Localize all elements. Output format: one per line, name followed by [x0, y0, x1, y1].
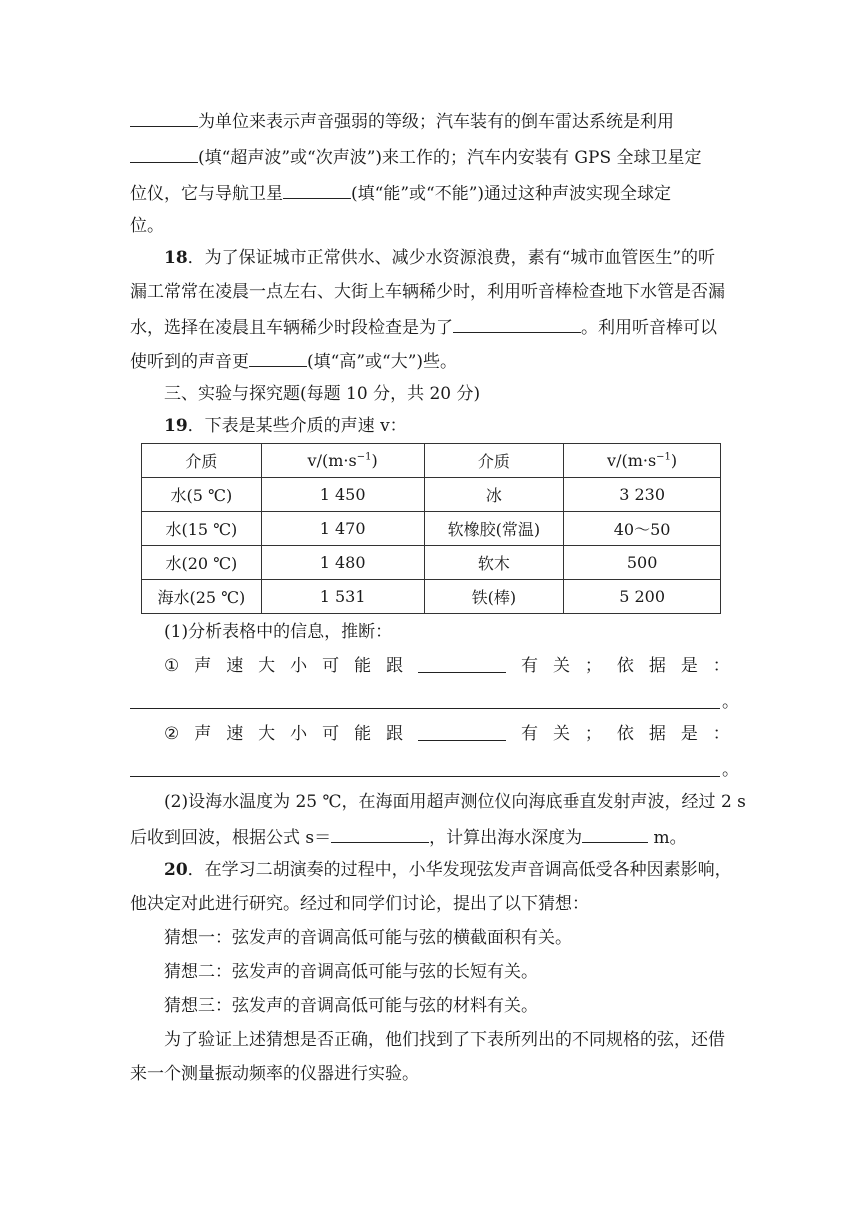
table-cell: 1 470 — [261, 512, 424, 546]
table-header-row — [142, 444, 721, 478]
char: 声 — [194, 724, 212, 744]
q20-guess-3: 猜想三：弦发声的音调高低可能与弦的材料有关。 — [164, 996, 538, 1016]
table-header-cell: 介质 — [142, 444, 262, 478]
question-number: 19 — [164, 416, 188, 436]
char: 是 — [680, 656, 698, 676]
char: 能 — [354, 656, 372, 676]
answer-blank[interactable] — [249, 348, 307, 367]
q18-text-1: ．为了保证城市正常供水、减少水资源浪费，素有“城市血管医生”的听 — [187, 248, 716, 268]
answer-blank[interactable] — [283, 180, 351, 199]
q17-line-4: 位。 — [130, 216, 164, 236]
char: 能 — [354, 724, 372, 744]
char: 据 — [648, 656, 666, 676]
table-header-cell: 介质 — [424, 444, 564, 478]
table-cell: 软橡胶(常温) — [424, 512, 564, 546]
table-cell: 1 531 — [261, 580, 424, 614]
q19-text: ，计算出海水深度为 — [429, 828, 583, 848]
q19-text: 后收到回波，根据公式 s＝ — [130, 828, 332, 848]
q18-line-2: 漏工常常在凌晨一点左右、大街上车辆稀少时，利用听音棒检查地下水管是否漏 — [130, 282, 725, 302]
q20-line-7: 来一个测量振动频率的仪器进行实验。 — [130, 1064, 419, 1084]
char: 声 — [194, 656, 212, 676]
answer-line[interactable] — [130, 776, 720, 777]
question-number: 18 — [164, 248, 188, 268]
q17-text-3b: (填“能”或“不能”)通过这种声波实现全球定 — [351, 184, 672, 204]
char: 有 — [520, 724, 538, 744]
table-cell: 500 — [564, 546, 721, 580]
char: 可 — [322, 724, 340, 744]
q17-text-2: (填“超声波”或“次声波”)来工作的；汽车内安装有 GPS 全球卫星定 — [198, 148, 702, 168]
q17-text-1: 为单位来表示声音强弱的等级；汽车装有的倒车雷达系统是利用 — [198, 112, 674, 132]
table-cell: 1 450 — [261, 478, 424, 512]
table-row — [142, 580, 721, 614]
char: 可 — [322, 656, 340, 676]
circled-number: ① — [164, 656, 180, 676]
char: 依 — [616, 656, 634, 676]
table-row — [142, 512, 721, 546]
table-cell: 冰 — [424, 478, 564, 512]
table-header-cell: $v/(m\cdot s^{-1})$ — [564, 444, 721, 478]
q18-text-3b: 。利用听音棒可以 — [581, 318, 717, 338]
q19-part2-line-1: (2)设海水温度为 25 ℃，在海面用超声测位仪向海底垂直发射声波，经过 2 s — [164, 792, 746, 812]
q18-line-3 — [130, 314, 730, 340]
table-cell: 5 200 — [564, 580, 721, 614]
table-cell: 水(20 ℃) — [142, 546, 262, 580]
answer-blank[interactable] — [453, 314, 581, 333]
q19-text: m。 — [648, 828, 687, 848]
question-number: 20 — [164, 860, 188, 880]
table-cell: 软木 — [424, 546, 564, 580]
char: 小 — [290, 724, 308, 744]
q20-line-2: 他决定对此进行研究。经过和同学们讨论，提出了以下猜想： — [130, 894, 589, 914]
period-mark: 。 — [722, 692, 739, 712]
answer-blank[interactable] — [331, 824, 429, 843]
q17-line-1 — [130, 108, 730, 134]
table-row — [142, 478, 721, 512]
char: 大 — [258, 724, 276, 744]
char: 据 — [648, 724, 666, 744]
q19-intro-line — [164, 414, 730, 438]
q17-line-2 — [130, 144, 730, 170]
q19-intro: ．下表是某些介质的声速 v： — [187, 416, 407, 436]
sound-speed-table — [141, 443, 721, 614]
answer-blank[interactable] — [582, 824, 648, 843]
q20-line-1 — [164, 858, 730, 882]
circled-number: ② — [164, 724, 180, 744]
q18-text-3a: 水，选择在凌晨且车辆稀少时段检查是为了 — [130, 318, 453, 338]
q20-line-6: 为了验证上述猜想是否正确，他们找到了下表所列出的不同规格的弦，还借 — [164, 1030, 725, 1050]
char: 跟 — [386, 656, 404, 676]
q17-text-3a: 位仪，它与导航卫星 — [130, 184, 283, 204]
table-row — [142, 546, 721, 580]
char: ： — [712, 656, 730, 676]
char: 大 — [258, 656, 276, 676]
char: 关 — [552, 724, 570, 744]
char: 速 — [226, 724, 244, 744]
char: ： — [712, 724, 730, 744]
answer-blank[interactable] — [130, 108, 198, 127]
char: 小 — [290, 656, 308, 676]
q20-guess-2: 猜想二：弦发声的音调高低可能与弦的长短有关。 — [164, 962, 538, 982]
answer-blank[interactable] — [130, 144, 198, 163]
char: 关 — [552, 656, 570, 676]
table-cell: 水(5 ℃) — [142, 478, 262, 512]
char: ； — [584, 656, 602, 676]
q20-guess-1: 猜想一：弦发声的音调高低可能与弦的横截面积有关。 — [164, 928, 572, 948]
char: 是 — [680, 724, 698, 744]
table-cell: 1 480 — [261, 546, 424, 580]
table-header-cell: $v/(m\cdot s^{-1})$ — [261, 444, 424, 478]
char: 依 — [616, 724, 634, 744]
q18-text-4b: (填“高”或“大”)些。 — [307, 352, 458, 372]
table-cell: 3 230 — [564, 478, 721, 512]
q20-text-1: ．在学习二胡演奏的过程中，小华发现弦发声音调高低受各种因素影响， — [187, 860, 732, 880]
table-cell: 40～50 — [564, 512, 721, 546]
q18-line-1 — [164, 246, 730, 270]
q19-part2-line-2 — [130, 824, 730, 850]
q19-part1-prompt: (1)分析表格中的信息，推断： — [164, 622, 393, 642]
char: 速 — [226, 656, 244, 676]
answer-blank[interactable] — [418, 722, 506, 741]
q18-text-4a: 使听到的声音更 — [130, 352, 249, 372]
table-cell: 水(15 ℃) — [142, 512, 262, 546]
q17-line-3 — [130, 180, 730, 206]
char: ； — [584, 724, 602, 744]
q19-sub1-line — [164, 654, 730, 678]
q18-line-4 — [130, 348, 730, 374]
section-heading: 三、实验与探究题(每题 10 分，共 20 分) — [164, 384, 481, 404]
char: 有 — [520, 656, 538, 676]
table-cell: 海水(25 ℃) — [142, 580, 262, 614]
answer-line[interactable] — [130, 708, 720, 709]
answer-blank[interactable] — [418, 654, 506, 673]
period-mark: 。 — [722, 760, 739, 780]
q19-sub2-line — [164, 722, 730, 746]
char: 跟 — [386, 724, 404, 744]
table-cell: 铁(棒) — [424, 580, 564, 614]
